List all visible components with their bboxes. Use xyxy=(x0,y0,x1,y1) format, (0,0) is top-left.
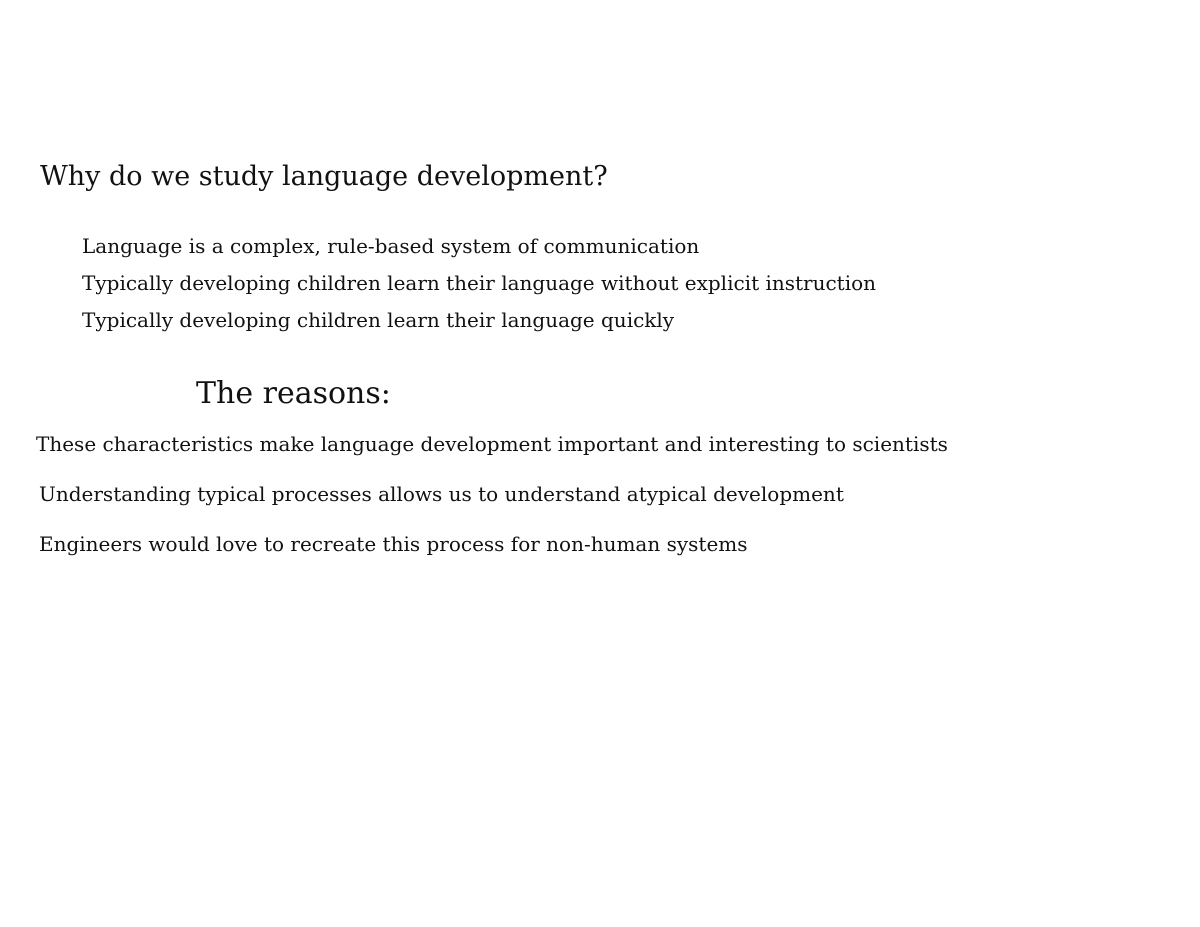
reasons-heading: The reasons: xyxy=(196,376,391,411)
reason-item: These characteristics make language development important and interesting to scientists xyxy=(36,432,948,456)
reasons-list xyxy=(36,424,948,574)
key-point: Typically developing children learn their language quickly xyxy=(82,308,675,332)
key-points-list xyxy=(82,228,876,339)
slide-title: Why do we study language development? xyxy=(40,161,608,192)
reason-item: Engineers would love to recreate this process for non-human systems xyxy=(39,532,748,556)
key-point: Typically developing children learn their language without explicit instruction xyxy=(82,271,877,295)
key-point: Language is a complex, rule-based system of communication xyxy=(82,234,700,258)
reason-item: Understanding typical processes allows us to understand atypical development xyxy=(39,482,844,506)
